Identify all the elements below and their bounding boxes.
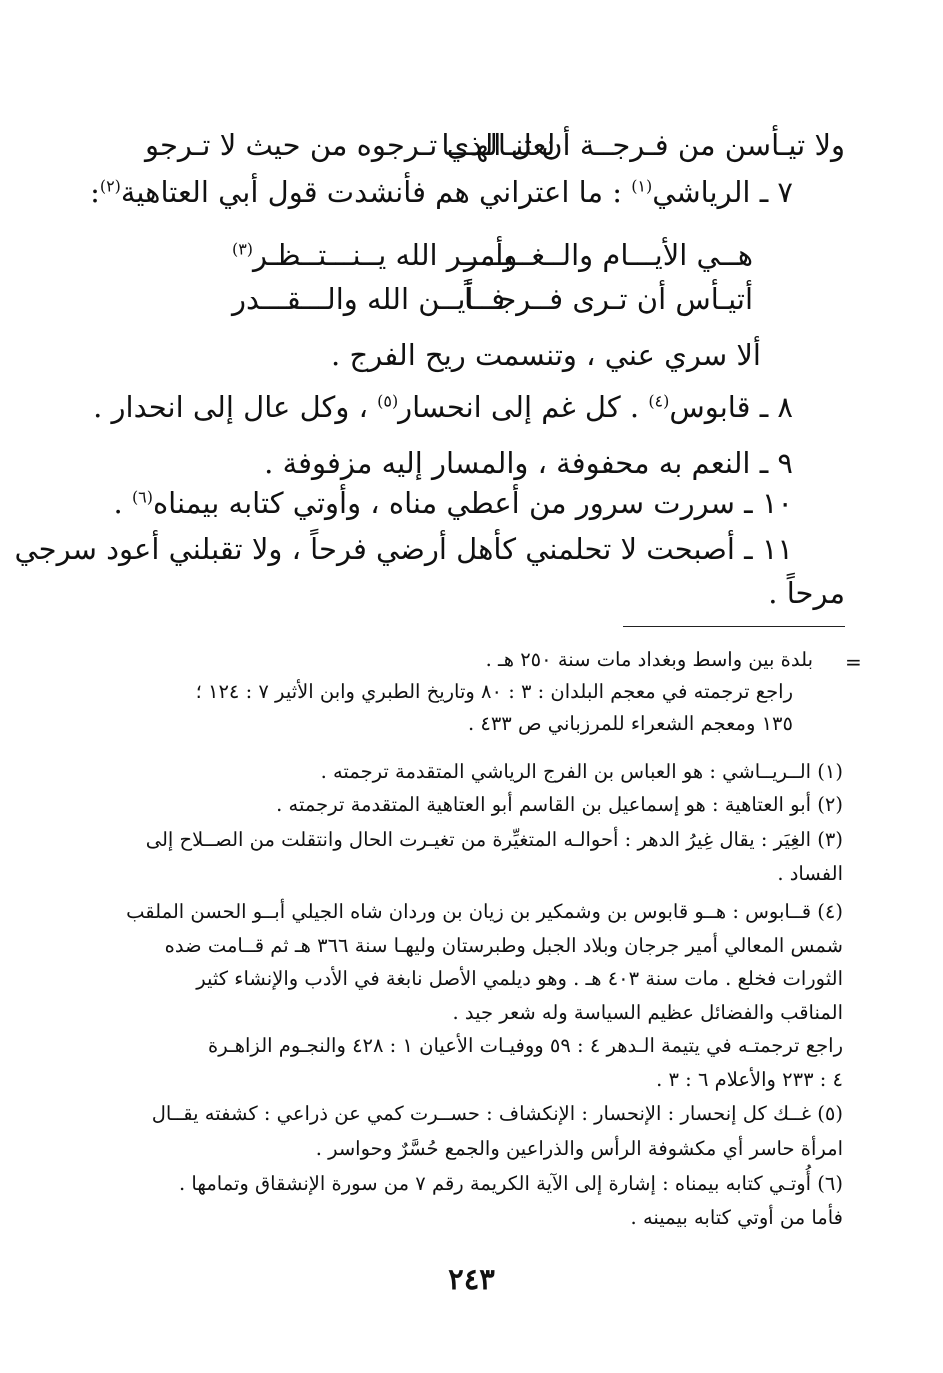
footnote-ref-5: (٥) (377, 391, 399, 411)
footnote-5-line-2: امرأة حاسر أي مكشوفة الرأس والذراعين والجمع حُسَّرٌ وحواسر . (315, 1137, 843, 1160)
footnote-continued-1: بلدة بين واسط وبغداد مات سنة ٢٥٠ هـ . (485, 648, 813, 671)
page-number: ٢٤٣ (448, 1262, 495, 1296)
continuation-mark: = (845, 650, 862, 674)
footnote-4-line-4: المناقب والفضائل عظيم السياسة وله شعر جيد . (452, 1001, 843, 1024)
footnote-ref-6: (٦) (131, 487, 153, 507)
item-7-intro: ٧ ـ الرياشي (652, 175, 793, 209)
footnote-ref-1: (١) (631, 176, 653, 196)
poem-line-2-right: أتيـأس أن تـرى فــرجـــاً (464, 282, 753, 316)
footnote-ref-2: (٢) (99, 176, 121, 196)
poem-line-1-left (232, 238, 517, 272)
footnote-continued-3: ١٣٥ ومعجم الشعراء للمرزباني ص ٤٣٣ . (467, 712, 793, 735)
item-10-line (114, 486, 793, 520)
footnote-4-line-5: راجع ترجمتـه في يتيمة الـدهر ٤ : ٥٩ ووفيـات الأعيان ١ : ٤٢٨ والنجـوم الزاهـرة (208, 1034, 843, 1057)
footnote-2: (٢) أبو العتاهية : هو إسماعيل بن القاسم أبو العتاهية المتقدمة ترجمته . (276, 793, 843, 816)
footnote-3-line-1: (٣) الغِيَر : يقال غِيرُ الدهر : أحوالـه المتغيِّرة من تغيـرت الحال وانتقلت من الصــلاح إلى (145, 828, 843, 851)
item-10-a: ١٠ ـ سررت سرور من أعطي مناه ، وأوتي كتابه بيمناه (152, 486, 793, 520)
poem-line-2-left: فــأيــن الله والـــقـــدر (232, 282, 506, 316)
footnote-continued-2: راجع ترجمته في معجم البلدان : ٣ : ٨٠ وتاريخ الطبري وابن الأثير ٧ : ١٢٤ ؛ (195, 680, 793, 703)
footnote-5-line-1: (٥) غــك كل إنحسار : الإنحسار : الإنكشاف : حســرت كمي عن ذراعي : كشفته يقــال (151, 1102, 843, 1125)
footnote-1: (١) الــريــاشي : هو العباس بن الفرج الرياشي المتقدمة ترجمته . (320, 760, 843, 783)
footnote-ref-3: (٣) (232, 239, 253, 259)
item-8-b: . كل غم إلى انحسار (398, 390, 649, 424)
item-9-line: ٩ ـ النعم به محفوفة ، والمسار إليه مزفوفة . (264, 446, 793, 480)
item-10-b: . (113, 486, 132, 520)
footnote-3-line-2: الفساد . (777, 862, 843, 885)
item-11-line: ١١ ـ أصبحت لا تحلمني كأهل أرضي فرحاً ، ولا تقبلني أعود سرجي (14, 532, 793, 566)
footnote-ref-4: (٤) (648, 391, 670, 411)
footnote-4-line-2: شمس المعالي أمير جرجان وبلاد الجبل وطبرستان وليهـا سنة ٣٦٦ هـ ثم قــامت ضده (164, 934, 843, 957)
poem-line-1-left-text: وأمــر الله يــنـــتــظـر (253, 238, 518, 272)
footnote-4-line-3: الثورات فخلع . مات سنة ٤٠٣ هـ . وهو ديلمي الأصل نابغة في الأدب والإنشاء كثير (196, 967, 843, 990)
footnote-6-line-1: (٦) أُوتـي كتابه بيمناه : إشارة إلى الآية الكريمة رقم ٧ من سورة الإنشقاق وتمامها . (179, 1172, 843, 1195)
item-8-c: ، وكل عال إلى انحدار . (93, 390, 378, 424)
item-7-colon: : (90, 175, 100, 209)
footnote-separator (623, 626, 845, 627)
footnote-4-line-6: ٤ : ٢٣٣ والأعلام ٦ : ٣ . (656, 1068, 843, 1091)
item-11-tail: مرحاً . (768, 576, 845, 610)
footnote-6-line-2: فأما من أوتي كتابه بيمينه . (630, 1206, 843, 1229)
item-8-a: ٨ ـ قابوس (669, 390, 793, 424)
footnote-4-line-1: (٤) قــابوس : هــو قابوس بن وشمكير بن زيان بن وردان شاه الجيلي أبــو الحسن الملقب (126, 900, 843, 923)
verse-right-hemistich: ولا تيـأسن من فـرجــة أن تنـالهـــا (441, 128, 845, 162)
item-7-tail: ألا سري عني ، وتنسمت ريح الفرج . (331, 338, 761, 372)
verse-left-hemistich: لعل الذي تـرجوه من حيث لا تـرجو (145, 128, 556, 162)
item-7-text: : ما اعتراني هم فأنشدت قول أبي العتاهية (120, 175, 632, 209)
item-7-line (90, 175, 793, 209)
item-8-line (93, 390, 793, 424)
poem-line-1-right: هــي الأيـــام والــغــيـــر (464, 238, 753, 272)
